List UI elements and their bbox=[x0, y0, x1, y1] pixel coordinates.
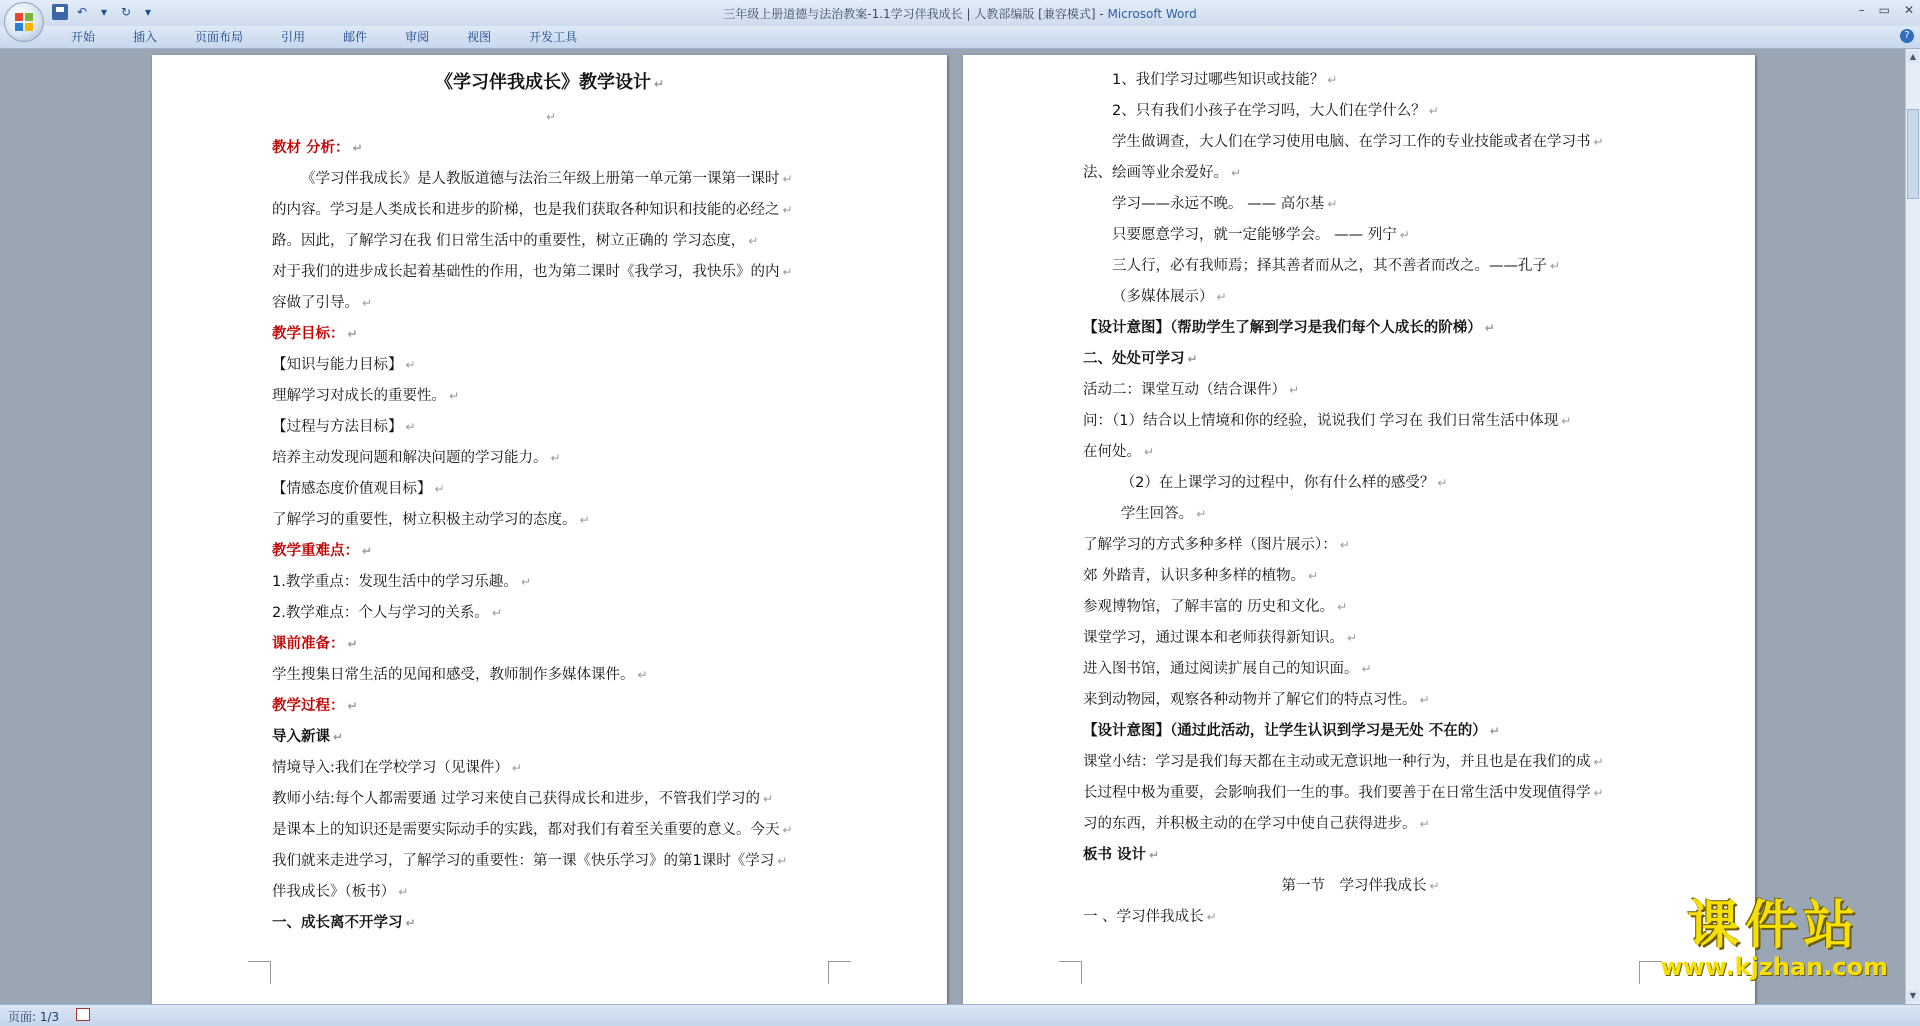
document-paragraph bbox=[272, 102, 827, 133]
document-paragraph bbox=[1083, 127, 1638, 158]
paragraph-mark-icon: ↵ bbox=[449, 389, 460, 403]
paragraph-mark-icon: ↵ bbox=[1428, 104, 1439, 118]
paragraph-mark-icon: ↵ bbox=[1337, 600, 1348, 614]
paragraph-text: 教学重难点： bbox=[272, 543, 359, 559]
document-page-2[interactable] bbox=[963, 55, 1755, 1004]
document-paragraph bbox=[272, 691, 827, 722]
document-paragraph bbox=[272, 319, 827, 350]
document-paragraph bbox=[272, 598, 827, 629]
app-name: Microsoft Word bbox=[1107, 7, 1197, 21]
document-paragraph bbox=[272, 195, 827, 226]
paragraph-mark-icon: ↵ bbox=[782, 203, 793, 217]
scrollbar-thumb[interactable] bbox=[1907, 109, 1919, 199]
paragraph-text: 理解学习对成长的重要性。 bbox=[272, 388, 446, 404]
document-paragraph bbox=[1083, 561, 1638, 592]
paragraph-text: 【过程与方法目标】 bbox=[272, 419, 403, 435]
paragraph-text: 【设计意图】（通过此活动，让学生认识到学习是无处 不在的） bbox=[1083, 723, 1487, 739]
page-count[interactable]: 页面: 1/3 bbox=[8, 1010, 60, 1024]
paragraph-mark-icon: ↵ bbox=[1187, 352, 1198, 366]
paragraph-text: 容做了引导。 bbox=[272, 295, 359, 311]
paragraph-text: 习的东西，并积极主动的在学习中使自己获得进步。 bbox=[1083, 816, 1417, 832]
redo-icon[interactable]: ↻ bbox=[120, 5, 132, 19]
document-paragraph bbox=[1083, 747, 1638, 778]
document-paragraph bbox=[1083, 809, 1638, 840]
office-button[interactable] bbox=[4, 2, 44, 42]
document-paragraph bbox=[272, 753, 827, 784]
document-paragraph bbox=[272, 226, 827, 257]
paragraph-text: 只要愿意学习，就一定能够学会。 —— 列宁 bbox=[1112, 227, 1397, 243]
paragraph-text: 是课本上的知识还是需要实际动手的实践，都对我们有着至关重要的意义。今天 bbox=[272, 822, 780, 838]
paragraph-text: 活动二：课堂互动（结合课件） bbox=[1083, 382, 1286, 398]
paragraph-mark-icon: ↵ bbox=[782, 265, 793, 279]
document-paragraph bbox=[272, 381, 827, 412]
paragraph-mark-icon: ↵ bbox=[1216, 290, 1227, 304]
tab-developer[interactable]: 开发工具 bbox=[529, 30, 578, 44]
paragraph-mark-icon: ↵ bbox=[1429, 879, 1440, 893]
paragraph-text: 了解学习的重要性，树立积极主动学习的态度。 bbox=[272, 512, 577, 528]
paragraph-text: 培养主动发现问题和解决问题的学习能力。 bbox=[272, 450, 548, 466]
paragraph-text: 《学习伴我成长》是人教版道德与法治三年级上册第一单元第一课第一课时 bbox=[301, 171, 780, 187]
paragraph-text: 我们就来走进学习，了解学习的重要性：第一课《快乐学习》的第1课时《学习 bbox=[272, 853, 775, 869]
document-paragraph bbox=[272, 288, 827, 319]
paragraph-text: 1.教学重点：发现生活中的学习乐趣。 bbox=[272, 574, 518, 590]
document-paragraph bbox=[1083, 530, 1638, 561]
paragraph-mark-icon: ↵ bbox=[1361, 662, 1372, 676]
tab-mailings[interactable]: 邮件 bbox=[343, 30, 368, 44]
paragraph-mark-icon: ↵ bbox=[1419, 693, 1430, 707]
paragraph-text: 参观博物馆，了解丰富的 历史和文化。 bbox=[1083, 599, 1335, 615]
paragraph-mark-icon: ↵ bbox=[550, 451, 561, 465]
ribbon bbox=[0, 26, 1920, 49]
paragraph-mark-icon: ↵ bbox=[777, 854, 788, 868]
paragraph-text: 1、我们学习过哪些知识或技能？ bbox=[1112, 72, 1325, 88]
document-paragraph bbox=[272, 660, 827, 691]
paragraph-text: 板书 设计 bbox=[1083, 847, 1147, 863]
paragraph-text: 对于我们的进步成长起着基础性的作用，也为第二课时《我学习，我快乐》的内 bbox=[272, 264, 780, 280]
paragraph-mark-icon: ↵ bbox=[579, 513, 590, 527]
watermark-logo bbox=[1661, 898, 1888, 980]
title-bar bbox=[0, 0, 1920, 26]
paragraph-text: 二、处处可学习 bbox=[1083, 351, 1185, 367]
document-title: 三年级上册道德与法治教案-1.1学习伴我成长 | 人教部编版 [兼容模式] - bbox=[723, 7, 1108, 21]
paragraph-text: 来到动物园，观察各种动物并了解它们的特点习性。 bbox=[1083, 692, 1417, 708]
paragraph-text: 一、成长离不开学习 bbox=[272, 915, 403, 931]
help-icon[interactable]: ? bbox=[1900, 29, 1914, 43]
document-paragraph bbox=[272, 474, 827, 505]
paragraph-mark-icon: ↵ bbox=[352, 141, 363, 155]
document-paragraph bbox=[1083, 406, 1638, 437]
paragraph-mark-icon: ↵ bbox=[347, 327, 358, 341]
paragraph-text: 【情感态度价值观目标】 bbox=[272, 481, 432, 497]
paragraph-mark-icon: ↵ bbox=[362, 544, 373, 558]
paragraph-mark-icon: ↵ bbox=[1347, 631, 1358, 645]
scroll-up-icon[interactable]: ▲ bbox=[1907, 51, 1919, 63]
margin-corner-mark bbox=[1639, 961, 1662, 984]
margin-corner-mark bbox=[1059, 961, 1082, 984]
paragraph-text: 学生搜集日常生活的见闻和感受，教师制作多媒体课件。 bbox=[272, 667, 635, 683]
minimize-icon[interactable]: – bbox=[1858, 3, 1865, 17]
document-paragraph bbox=[1083, 96, 1638, 127]
paragraph-text: 教学过程： bbox=[272, 698, 345, 714]
paragraph-mark-icon: ↵ bbox=[398, 885, 409, 899]
document-paragraph bbox=[272, 164, 827, 195]
paragraph-mark-icon: ↵ bbox=[511, 761, 522, 775]
window-title bbox=[0, 5, 1920, 22]
tab-page-layout[interactable]: 页面布局 bbox=[195, 30, 244, 44]
document-paragraph bbox=[272, 908, 827, 939]
paragraph-text: 【知识与能力目标】 bbox=[272, 357, 403, 373]
paragraph-mark-icon: ↵ bbox=[1484, 321, 1495, 335]
paragraph-text: 伴我成长》（板书） bbox=[272, 884, 396, 900]
paragraph-text: 郊 外踏青，认识多种多样的植物。 bbox=[1083, 568, 1306, 584]
watermark-text: 课件站 bbox=[1687, 896, 1862, 956]
paragraph-text: 一 、学习伴我成长 bbox=[1083, 909, 1204, 925]
document-paragraph bbox=[1083, 375, 1638, 406]
paragraph-mark-icon: ↵ bbox=[362, 296, 373, 310]
document-paragraph bbox=[1083, 623, 1638, 654]
paragraph-text: 问：（1）结合以上情境和你的经验，说说我们 学习在 我们日常生活中体现 bbox=[1083, 413, 1559, 429]
paragraph-mark-icon: ↵ bbox=[333, 730, 344, 744]
paragraph-text: 2.教学难点：个人与学习的关系。 bbox=[272, 605, 489, 621]
office-logo-icon bbox=[15, 13, 33, 31]
ribbon-tabs bbox=[60, 29, 604, 45]
paragraph-text: 课前准备： bbox=[272, 636, 345, 652]
paragraph-text: 进入图书馆，通过阅读扩展自己的知识面。 bbox=[1083, 661, 1359, 677]
document-paragraph bbox=[1083, 251, 1638, 282]
close-icon[interactable]: ✕ bbox=[1903, 3, 1914, 17]
document-paragraph bbox=[272, 133, 827, 164]
document-paragraph bbox=[272, 877, 827, 908]
paragraph-mark-icon: ↵ bbox=[405, 420, 416, 434]
paragraph-mark-icon: ↵ bbox=[782, 823, 793, 837]
document-paragraph bbox=[272, 412, 827, 443]
document-paragraph bbox=[272, 257, 827, 288]
paragraph-text: （2）在上课学习的过程中，你有什么样的感受？ bbox=[1120, 475, 1435, 491]
paragraph-mark-icon: ↵ bbox=[763, 792, 774, 806]
tab-insert[interactable]: 插入 bbox=[133, 30, 158, 44]
tab-references[interactable]: 引用 bbox=[281, 30, 306, 44]
paragraph-mark-icon: ↵ bbox=[782, 172, 793, 186]
undo-icon[interactable]: ↶ bbox=[76, 5, 88, 19]
document-paragraph bbox=[1083, 592, 1638, 623]
document-page-1[interactable] bbox=[152, 55, 947, 1004]
paragraph-mark-icon: ↵ bbox=[405, 358, 416, 372]
document-paragraph bbox=[1083, 313, 1638, 344]
paragraph-text: （多媒体展示） bbox=[1112, 289, 1214, 305]
paragraph-text: 法、绘画等业余爱好。 bbox=[1083, 165, 1228, 181]
document-paragraph bbox=[1083, 685, 1638, 716]
paragraph-mark-icon: ↵ bbox=[637, 668, 648, 682]
document-workspace bbox=[0, 49, 1906, 1004]
tab-view[interactable]: 视图 bbox=[467, 30, 492, 44]
paragraph-text: 长过程中极为重要，会影响我们一生的事。我们要善于在日常生活中发现值得学 bbox=[1083, 785, 1591, 801]
paragraph-mark-icon: ↵ bbox=[1231, 166, 1242, 180]
document-paragraph bbox=[1083, 499, 1638, 530]
document-paragraph bbox=[272, 815, 827, 846]
paragraph-text: 学生做调查，大人们在学习使用电脑、在学习工作的专业技能或者在学习书 bbox=[1112, 134, 1591, 150]
paragraph-text: 教学目标： bbox=[272, 326, 345, 342]
undo-dropdown-icon[interactable]: ▾ bbox=[100, 5, 108, 19]
page-2-content[interactable] bbox=[1083, 65, 1638, 933]
paragraph-mark-icon: ↵ bbox=[1289, 383, 1300, 397]
paragraph-mark-icon: ↵ bbox=[1561, 414, 1572, 428]
paragraph-mark-icon: ↵ bbox=[748, 234, 759, 248]
paragraph-mark-icon: ↵ bbox=[1550, 259, 1561, 273]
paragraph-text: 第一节 学习伴我成长 bbox=[1281, 878, 1427, 894]
paragraph-text: 【设计意图】（帮助学生了解到学习是我们每个人成长的阶梯） bbox=[1083, 320, 1482, 336]
document-paragraph bbox=[1083, 437, 1638, 468]
document-paragraph bbox=[272, 722, 827, 753]
document-paragraph bbox=[1083, 158, 1638, 189]
document-paragraph bbox=[272, 784, 827, 815]
document-paragraph bbox=[272, 505, 827, 536]
paragraph-mark-icon: ↵ bbox=[347, 699, 358, 713]
document-paragraph bbox=[272, 536, 827, 567]
maximize-icon[interactable]: ▭ bbox=[1878, 3, 1890, 17]
tab-home[interactable]: 开始 bbox=[71, 30, 96, 44]
proofing-icon[interactable] bbox=[76, 1008, 90, 1021]
document-paragraph bbox=[272, 567, 827, 598]
paragraph-mark-icon: ↵ bbox=[1339, 538, 1350, 552]
document-paragraph bbox=[272, 350, 827, 381]
paragraph-mark-icon: ↵ bbox=[1149, 848, 1160, 862]
paragraph-mark-icon: ↵ bbox=[1593, 135, 1604, 149]
window-controls bbox=[1859, 3, 1914, 17]
paragraph-text: 学生回答。 bbox=[1120, 506, 1194, 522]
customize-toolbar-icon[interactable]: ▾ bbox=[144, 5, 152, 19]
paragraph-text: 了解学习的方式多种多样（图片展示）： bbox=[1083, 537, 1337, 553]
paragraph-text: 课堂学习，通过课本和老师获得新知识。 bbox=[1083, 630, 1344, 646]
document-paragraph bbox=[1083, 468, 1638, 499]
document-paragraph bbox=[1083, 282, 1638, 313]
paragraph-mark-icon: ↵ bbox=[405, 916, 416, 930]
paragraph-mark-icon: ↵ bbox=[1593, 786, 1604, 800]
paragraph-text: 情境导入:我们在学校学习（见课件） bbox=[272, 760, 509, 776]
paragraph-mark-icon: ↵ bbox=[1437, 476, 1448, 490]
paragraph-text: 的内容。学习是人类成长和进步的阶梯，也是我们获取各种知识和技能的必经之 bbox=[272, 202, 780, 218]
document-paragraph bbox=[1083, 344, 1638, 375]
paragraph-mark-icon: ↵ bbox=[1308, 569, 1319, 583]
paragraph-text: 2、只有我们小孩子在学习吗，大人们在学什么？ bbox=[1112, 103, 1426, 119]
paragraph-mark-icon: ↵ bbox=[1419, 817, 1430, 831]
document-paragraph bbox=[1083, 840, 1638, 871]
tab-review[interactable]: 审阅 bbox=[405, 30, 430, 44]
document-title-heading bbox=[272, 65, 827, 102]
paragraph-mark-icon: ↵ bbox=[491, 606, 502, 620]
document-paragraph bbox=[1083, 220, 1638, 251]
paragraph-text: 在何处。 bbox=[1083, 444, 1141, 460]
paragraph-mark-icon: ↵ bbox=[653, 77, 665, 91]
scroll-down-icon[interactable]: ▼ bbox=[1907, 990, 1919, 1002]
paragraph-mark-icon: ↵ bbox=[520, 575, 531, 589]
paragraph-mark-icon: ↵ bbox=[1144, 445, 1155, 459]
paragraph-text: 路。因此，了解学习在我 们日常生活中的重要性，树立正确的 学习态度， bbox=[272, 233, 746, 249]
paragraph-mark-icon: ↵ bbox=[545, 110, 557, 124]
paragraph-text: 教师小结:每个人都需要通 过学习来使自己获得成长和进步，不管我们学习的 bbox=[272, 791, 760, 807]
document-paragraph bbox=[1083, 654, 1638, 685]
watermark-url: www.kjzhan.com bbox=[1660, 953, 1888, 981]
document-paragraph bbox=[272, 629, 827, 660]
status-bar bbox=[0, 1004, 1920, 1026]
margin-corner-mark bbox=[828, 961, 851, 984]
paragraph-text: 三人行，必有我师焉；择其善者而从之，其不善者而改之。——孔子 bbox=[1112, 258, 1547, 274]
paragraph-mark-icon: ↵ bbox=[1593, 755, 1604, 769]
paragraph-mark-icon: ↵ bbox=[1489, 724, 1500, 738]
document-paragraph bbox=[1083, 902, 1638, 933]
paragraph-mark-icon: ↵ bbox=[1399, 228, 1410, 242]
paragraph-text: 导入新课 bbox=[272, 729, 330, 745]
paragraph-text: 学习——永远不晚。 —— 高尔基 bbox=[1112, 196, 1325, 212]
page-1-content[interactable] bbox=[272, 65, 827, 939]
margin-corner-mark bbox=[248, 961, 271, 984]
paragraph-mark-icon: ↵ bbox=[347, 637, 358, 651]
document-paragraph bbox=[1083, 716, 1638, 747]
paragraph-mark-icon: ↵ bbox=[1327, 197, 1338, 211]
document-paragraph bbox=[272, 846, 827, 877]
title-text: 《学习伴我成长》教学设计 bbox=[434, 72, 651, 93]
vertical-scrollbar[interactable] bbox=[1905, 49, 1920, 1004]
document-paragraph bbox=[1083, 65, 1638, 96]
paragraph-mark-icon: ↵ bbox=[1206, 910, 1217, 924]
document-paragraph bbox=[1083, 871, 1638, 902]
document-paragraph bbox=[1083, 778, 1638, 809]
document-paragraph bbox=[1083, 189, 1638, 220]
paragraph-text: 课堂小结：学习是我们每天都在主动或无意识地一种行为，并且也是在我们的成 bbox=[1083, 754, 1591, 770]
paragraph-text: 教材 分析： bbox=[272, 140, 350, 156]
document-paragraph bbox=[272, 443, 827, 474]
paragraph-mark-icon: ↵ bbox=[1196, 507, 1207, 521]
paragraph-mark-icon: ↵ bbox=[1327, 73, 1338, 87]
paragraph-mark-icon: ↵ bbox=[434, 482, 445, 496]
